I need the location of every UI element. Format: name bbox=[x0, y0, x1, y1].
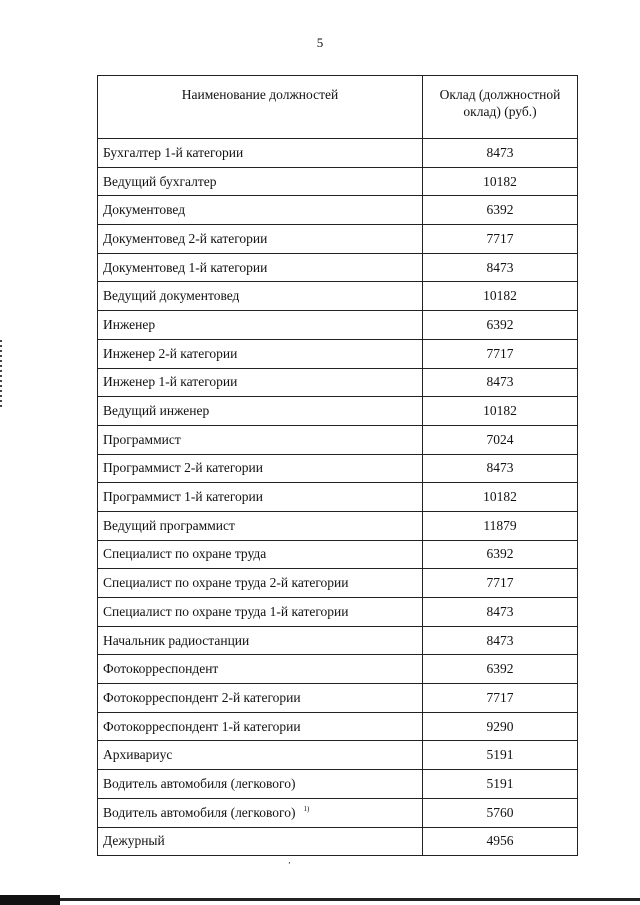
table-row bbox=[98, 684, 578, 713]
position-name: Специалист по охране труда 2-й категории bbox=[103, 575, 349, 591]
salary-cell: 9290 bbox=[423, 712, 578, 741]
salary-cell: 8473 bbox=[423, 368, 578, 397]
table-row bbox=[98, 425, 578, 454]
position-name: Специалист по охране труда bbox=[103, 546, 267, 562]
position-name: Бухгалтер 1-й категории bbox=[103, 144, 244, 160]
salary-cell: 8473 bbox=[423, 598, 578, 627]
salary-cell: 7717 bbox=[423, 569, 578, 598]
salary-cell: 7717 bbox=[423, 225, 578, 254]
position-name: Ведущий программист bbox=[103, 517, 235, 533]
position-cell bbox=[98, 770, 423, 799]
salary-cell: 11879 bbox=[423, 511, 578, 540]
position-cell bbox=[98, 827, 423, 856]
table-row bbox=[98, 253, 578, 282]
stray-mark: ‚ bbox=[288, 856, 291, 865]
position-name: Инженер 2-й категории bbox=[103, 345, 238, 361]
position-name: Документовед 1-й категории bbox=[103, 259, 268, 275]
position-cell bbox=[98, 397, 423, 426]
position-cell bbox=[98, 598, 423, 627]
position-cell bbox=[98, 655, 423, 684]
table-row bbox=[98, 598, 578, 627]
position-name: Водитель автомобиля (легкового) bbox=[103, 775, 296, 791]
position-name: Дежурный bbox=[103, 833, 165, 849]
table-header-row bbox=[98, 76, 578, 139]
table-row bbox=[98, 225, 578, 254]
position-name: Программист 1-й категории bbox=[103, 489, 263, 505]
position-cell bbox=[98, 339, 423, 368]
table-row bbox=[98, 655, 578, 684]
position-cell bbox=[98, 311, 423, 340]
position-name: Архивариус bbox=[103, 747, 173, 763]
position-cell bbox=[98, 282, 423, 311]
table-row bbox=[98, 483, 578, 512]
salary-cell: 8473 bbox=[423, 139, 578, 168]
position-cell bbox=[98, 196, 423, 225]
position-name: Инженер bbox=[103, 316, 156, 332]
position-name: Водитель автомобиля (легкового) bbox=[103, 804, 296, 820]
position-name: Ведущий бухгалтер bbox=[103, 173, 217, 189]
scan-edge-left bbox=[0, 340, 2, 410]
header-salary-line2: оклад) (руб.) bbox=[463, 104, 537, 119]
salary-cell: 7717 bbox=[423, 339, 578, 368]
position-cell bbox=[98, 798, 423, 827]
table-row bbox=[98, 282, 578, 311]
salary-cell: 7717 bbox=[423, 684, 578, 713]
table-row bbox=[98, 626, 578, 655]
table-body bbox=[98, 139, 578, 856]
position-name: Фотокорреспондент 2-й категории bbox=[103, 689, 301, 705]
position-cell bbox=[98, 712, 423, 741]
position-name: Инженер 1-й категории bbox=[103, 374, 238, 390]
footnote-mark: 1) bbox=[303, 805, 310, 814]
table-row bbox=[98, 511, 578, 540]
header-position: Наименование должностей bbox=[98, 76, 423, 139]
table-row bbox=[98, 311, 578, 340]
table-row bbox=[98, 139, 578, 168]
salary-cell: 8473 bbox=[423, 626, 578, 655]
position-cell bbox=[98, 626, 423, 655]
position-name: Специалист по охране труда 1-й категории bbox=[103, 603, 349, 619]
salary-cell: 5191 bbox=[423, 741, 578, 770]
salary-cell: 10182 bbox=[423, 282, 578, 311]
position-cell bbox=[98, 225, 423, 254]
page-number: 5 bbox=[316, 35, 324, 50]
salary-cell: 5191 bbox=[423, 770, 578, 799]
scan-edge-bottom-left bbox=[0, 895, 60, 905]
salary-cell: 10182 bbox=[423, 483, 578, 512]
position-cell bbox=[98, 741, 423, 770]
table-row bbox=[98, 397, 578, 426]
table-row bbox=[98, 712, 578, 741]
position-name: Программист bbox=[103, 431, 181, 447]
table-row bbox=[98, 798, 578, 827]
salary-cell: 10182 bbox=[423, 397, 578, 426]
scan-edge-bottom bbox=[0, 898, 640, 901]
position-cell bbox=[98, 167, 423, 196]
position-cell bbox=[98, 511, 423, 540]
position-name: Документовед 2-й категории bbox=[103, 230, 268, 246]
position-cell bbox=[98, 540, 423, 569]
position-name: Фотокорреспондент 1-й категории bbox=[103, 718, 301, 734]
table-row bbox=[98, 339, 578, 368]
salary-cell: 10182 bbox=[423, 167, 578, 196]
salary-cell: 8473 bbox=[423, 253, 578, 282]
header-salary-line1: Оклад (должностной bbox=[439, 87, 561, 102]
salary-cell: 8473 bbox=[423, 454, 578, 483]
position-cell bbox=[98, 139, 423, 168]
salary-cell: 5760 bbox=[423, 798, 578, 827]
position-cell bbox=[98, 253, 423, 282]
table-row bbox=[98, 540, 578, 569]
position-name: Документовед bbox=[103, 202, 186, 218]
position-cell bbox=[98, 483, 423, 512]
salary-cell: 6392 bbox=[423, 540, 578, 569]
table-row bbox=[98, 569, 578, 598]
position-cell bbox=[98, 454, 423, 483]
position-name: Программист 2-й категории bbox=[103, 460, 263, 476]
table-row bbox=[98, 770, 578, 799]
position-name: Ведущий документовед bbox=[103, 288, 240, 304]
table-row bbox=[98, 196, 578, 225]
table-row bbox=[98, 368, 578, 397]
position-cell bbox=[98, 425, 423, 454]
salary-cell: 4956 bbox=[423, 827, 578, 856]
position-name: Начальник радиостанции bbox=[103, 632, 250, 648]
salary-cell: 6392 bbox=[423, 196, 578, 225]
header-salary bbox=[423, 76, 578, 139]
salary-cell: 7024 bbox=[423, 425, 578, 454]
salary-table bbox=[97, 75, 578, 856]
salary-cell: 6392 bbox=[423, 655, 578, 684]
position-name: Ведущий инженер bbox=[103, 403, 210, 419]
salary-cell: 6392 bbox=[423, 311, 578, 340]
table-row bbox=[98, 454, 578, 483]
position-cell bbox=[98, 368, 423, 397]
table-row bbox=[98, 827, 578, 856]
position-cell bbox=[98, 569, 423, 598]
table-row bbox=[98, 741, 578, 770]
position-name: Фотокорреспондент bbox=[103, 661, 219, 677]
position-cell bbox=[98, 684, 423, 713]
table-row bbox=[98, 167, 578, 196]
